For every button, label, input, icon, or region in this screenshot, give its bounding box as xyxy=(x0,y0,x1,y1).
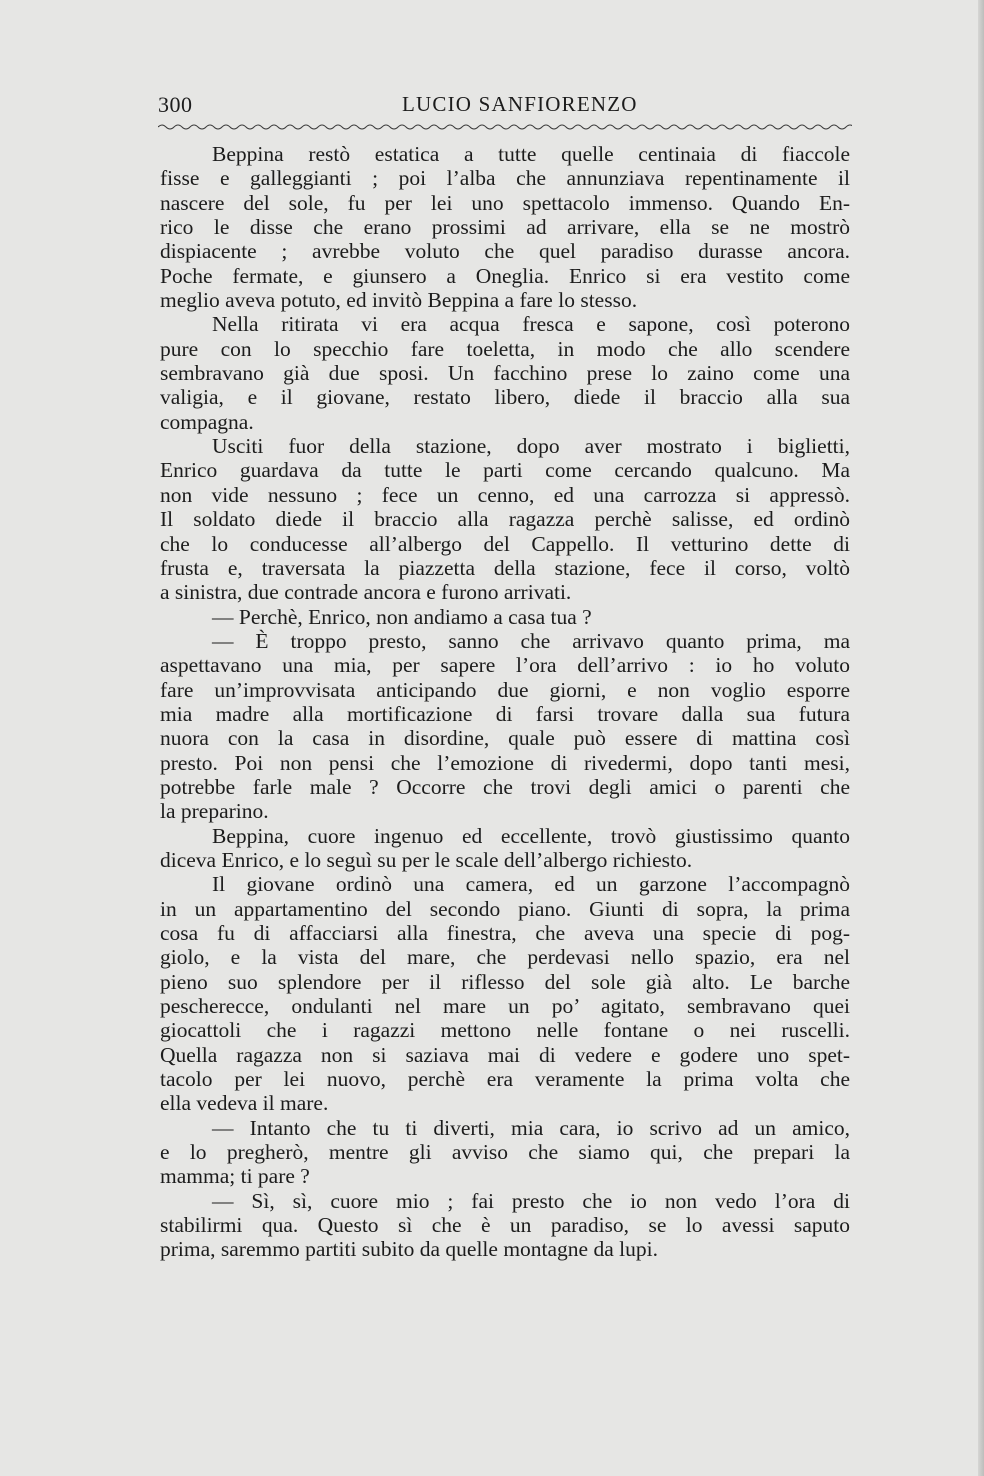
text-line: giocattoli che i ragazzi mettono nelle fontane o nei ruscelli. xyxy=(160,1018,850,1043)
text-line: e lo pregherò, mentre gli avviso che siamo qui, che prepari la xyxy=(160,1140,850,1165)
text-line: pure con lo specchio fare toeletta, in modo che allo scendere xyxy=(160,336,850,361)
text-line: giolo, e la vista del mare, che perdevasi nello spazio, era nel xyxy=(160,945,850,970)
text-line: rico le disse che erano prossimi ad arrivare, ella se ne mostrò xyxy=(160,215,850,240)
text-line: Beppina, cuore ingenuo ed eccellente, trovò giustissimo quanto xyxy=(212,823,850,848)
text-line: prima, saremmo partiti subito da quelle montagne da lupi. xyxy=(160,1237,658,1262)
text-line: compagna. xyxy=(160,409,254,434)
text-line: pescherecce, ondulanti nel mare un po’ agitato, sembravano quei xyxy=(160,994,850,1019)
decorative-wavy-rule xyxy=(158,122,852,132)
text-line: diceva Enrico, e lo seguì su per le scale dell’albergo richiesto. xyxy=(160,847,693,872)
text-line: ella vedeva il mare. xyxy=(160,1091,329,1116)
text-line: cosa fu di affacciarsi alla finestra, che aveva una specie di pog- xyxy=(160,921,850,945)
text-line: — Perchè, Enrico, non andiamo a casa tua ? xyxy=(212,604,592,629)
text-line: valigia, e il giovane, restato libero, diede il braccio alla sua xyxy=(160,385,850,410)
text-line: nascere del sole, fu per lei uno spettacolo immenso. Quando En- xyxy=(160,190,850,215)
text-line: — Intanto che tu ti diverti, mia cara, io scrivo ad un amico, xyxy=(212,1115,850,1140)
text-line: in un appartamentino del secondo piano. Giunti di sopra, la prima xyxy=(160,896,850,921)
text-line: stabilirmi qua. Questo sì che è un paradiso, se lo avessi saputo xyxy=(160,1213,850,1238)
text-line: Usciti fuor della stazione, dopo aver mostrato i biglietti, xyxy=(212,434,850,459)
text-line: tacolo per lei nuovo, perchè era veramente la prima volta che xyxy=(160,1067,850,1092)
text-line: a sinistra, due contrade ancora e furono arrivati. xyxy=(160,580,572,605)
text-line: aspettavano una mia, per sapere l’ora dell’arrivo : io ho voluto xyxy=(160,653,850,678)
running-title: LUCIO SANFIORENZO xyxy=(402,92,638,116)
text-line: nuora con la casa in disordine, quale può essere di mattina così xyxy=(160,726,850,751)
text-line: Il soldato diede il braccio alla ragazza perchè salisse, ed ordinò xyxy=(160,507,850,532)
text-line: dispiacente ; avrebbe voluto che quel paradiso durasse ancora. xyxy=(160,239,850,264)
page-number: 300 xyxy=(158,92,193,117)
text-line: Quella ragazza non si saziava mai di vedere e godere uno spet- xyxy=(160,1042,850,1067)
text-line: Nella ritirata vi era acqua fresca e sapone, così poterono xyxy=(212,312,850,337)
text-line: Enrico guardava da tutte le parti come cercando qualcuno. Ma xyxy=(160,458,850,483)
text-line: frusta e, traversata la piazzetta della stazione, fece il corso, voltò xyxy=(160,555,850,580)
text-line: — È troppo presto, sanno che arrivavo quanto prima, ma xyxy=(212,628,850,653)
text-line: meglio aveva potuto, ed invitò Beppina a fare lo stesso. xyxy=(160,288,638,313)
text-line: fare un’improvvisata anticipando due giorni, e non voglio esporre xyxy=(160,677,850,702)
text-line: non vide nessuno ; fece un cenno, ed una carrozza si appressò. xyxy=(160,482,850,507)
text-line: potrebbe farle male ? Occorre che trovi degli amici o parenti che xyxy=(160,774,850,799)
text-line: Poche fermate, e giunsero a Oneglia. Enrico si era vestito come xyxy=(160,263,850,288)
body-text xyxy=(160,142,850,1262)
text-line: — Sì, sì, cuore mio ; fai presto che io non vedo l’ora di xyxy=(212,1188,850,1213)
page-edge-shadow xyxy=(978,0,984,1476)
text-line: che lo conducesse all’albergo del Cappello. Il vetturino dette di xyxy=(160,531,850,556)
text-line: Beppina restò estatica a tutte quelle centinaia di fiaccole xyxy=(212,142,850,166)
text-line: sembravano già due sposi. Un facchino prese lo zaino come una xyxy=(160,361,850,386)
text-line: la preparino. xyxy=(160,799,269,824)
text-line: fisse e galleggianti ; poi l’alba che annunziava repentinamente il xyxy=(160,166,850,191)
text-line: mamma; ti pare ? xyxy=(160,1164,310,1189)
text-line: presto. Poi non pensi che l’emozione di rivedermi, dopo tanti mesi, xyxy=(160,750,850,775)
text-line: mia madre alla mortificazione di farsi trovare dalla sua futura xyxy=(160,701,850,726)
text-line: Il giovane ordinò una camera, ed un garzone l’accompagnò xyxy=(212,872,850,897)
text-line: pieno suo splendore per il riflesso del sole già alto. Le barche xyxy=(160,969,850,994)
